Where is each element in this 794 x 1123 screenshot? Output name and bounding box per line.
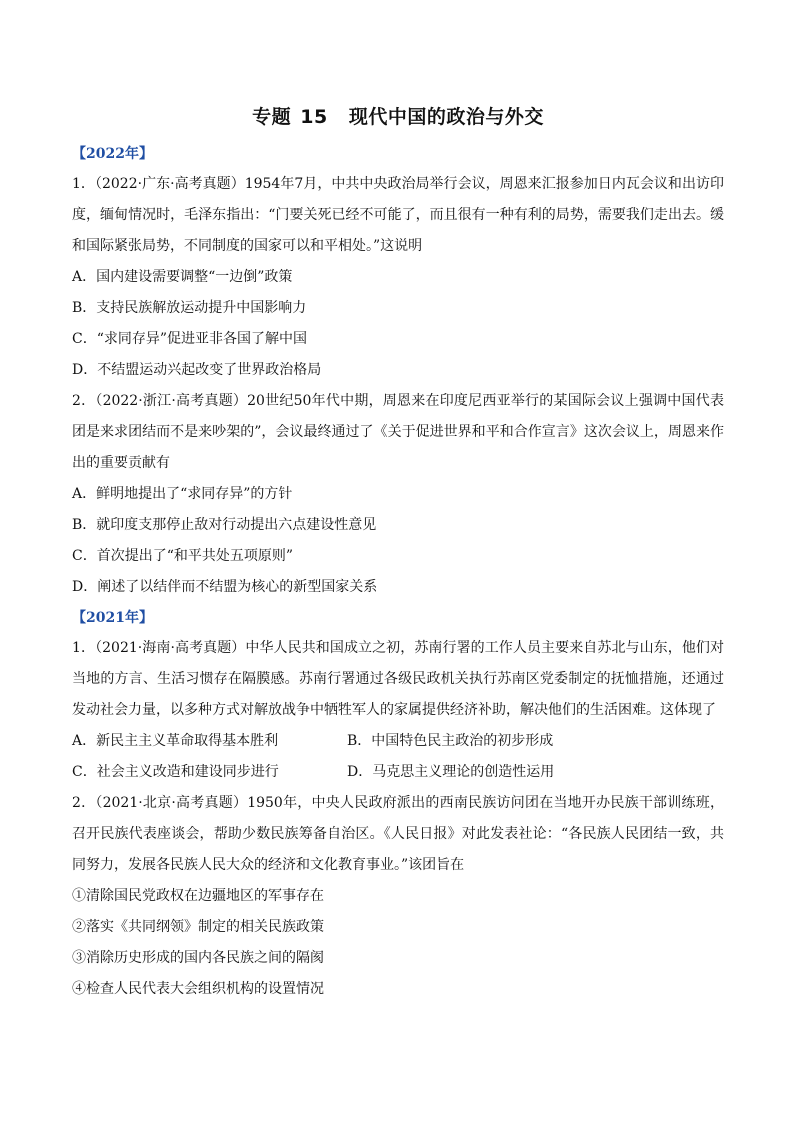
question-2021-1: [72, 633, 724, 788]
question-stem: 2．（2022·浙江·高考真题）20世纪50年代中期，周恩来在印度尼西亚举行的某国际会议上强调中国代表团是来求团结而不是来吵架的”，会议最终通过了《关于促进世界和平和合作宣言》这次会议上，周恩来作出的重要贡献有: [72, 393, 724, 471]
question-stem: 1．（2022·广东·高考真题）1954年7月，中共中央政治局举行会议，周恩来汇报参加日内瓦会议和出访印度，缅甸情况时，毛泽东指出：“门要关死已经不可能了，而且很有一种有利的局势，需要我们走出去。缓和国际紧张局势，不同制度的国家可以和平相处。”这说明: [72, 176, 724, 254]
question-2021-2: [72, 788, 724, 1005]
question-stem: 1．（2021·海南·高考真题）中华人民共和国成立之初，苏南行署的工作人员主要来自苏北与山东，他们对当地的方言、生活习惯存在隔膜感。苏南行署通过各级民政机关执行苏南区党委制定的抚恤措施，还通过发动社会力量，以多种方式对解放战争中牺牲军人的家属提供经济补助，解决他们的生活困难。这体现了: [72, 640, 724, 718]
statement-1: ①清除国民党政权在边疆地区的军事存在: [72, 888, 324, 904]
option-b: B．就印度支那停止敌对行动提出六点建设性意见: [72, 517, 377, 533]
title-prefix: 专题: [252, 106, 292, 128]
option-b: B．支持民族解放运动提升中国影响力: [72, 300, 307, 316]
option-a: A．新民主主义革命取得基本胜利: [72, 733, 279, 749]
option-d: D．马克思主义理论的创造性运用: [347, 764, 555, 780]
option-a: A．鲜明地提出了“求同存异”的方针: [72, 486, 293, 502]
option-a: A．国内建设需要调整“一边倒”政策: [72, 269, 293, 285]
option-b: B．中国特色民主政治的初步形成: [347, 733, 554, 749]
statement-4: ④检查人民代表大会组织机构的设置情况: [72, 981, 324, 997]
document-page: [72, 96, 724, 1005]
option-c: C．首次提出了“和平共处五项原则”: [72, 548, 294, 564]
section-heading-2021: 【2021年】: [72, 610, 153, 626]
title-subtitle: 现代中国的政治与外交: [348, 106, 544, 128]
option-d: D．阐述了以结伴而不结盟为核心的新型国家关系: [72, 579, 378, 595]
question-2022-1: [72, 169, 724, 386]
question-stem: 2．（2021·北京·高考真题）1950年，中央人民政府派出的西南民族访问团在当地开办民族干部训练班，召开民族代表座谈会，帮助少数民族筹备自治区。《人民日报》对此发表社论：“各民族人民团结一致，共同努力，发展各民族人民大众的经济和文化教育事业。”该团旨在: [72, 795, 724, 873]
title-number: 15: [300, 106, 328, 128]
option-c: C．“求同存异”促进亚非各国了解中国: [72, 331, 308, 347]
page-title: [72, 102, 724, 129]
question-2022-2: [72, 386, 724, 603]
statement-3: ③消除历史形成的国内各民族之间的隔阂: [72, 950, 324, 966]
section-heading-2022: 【2022年】: [72, 146, 153, 162]
statement-2: ②落实《共同纲领》制定的相关民族政策: [72, 919, 324, 935]
option-d: D．不结盟运动兴起改变了世界政治格局: [72, 362, 322, 378]
option-c: C．社会主义改造和建设同步进行: [72, 764, 279, 780]
options-grid: [72, 726, 724, 788]
